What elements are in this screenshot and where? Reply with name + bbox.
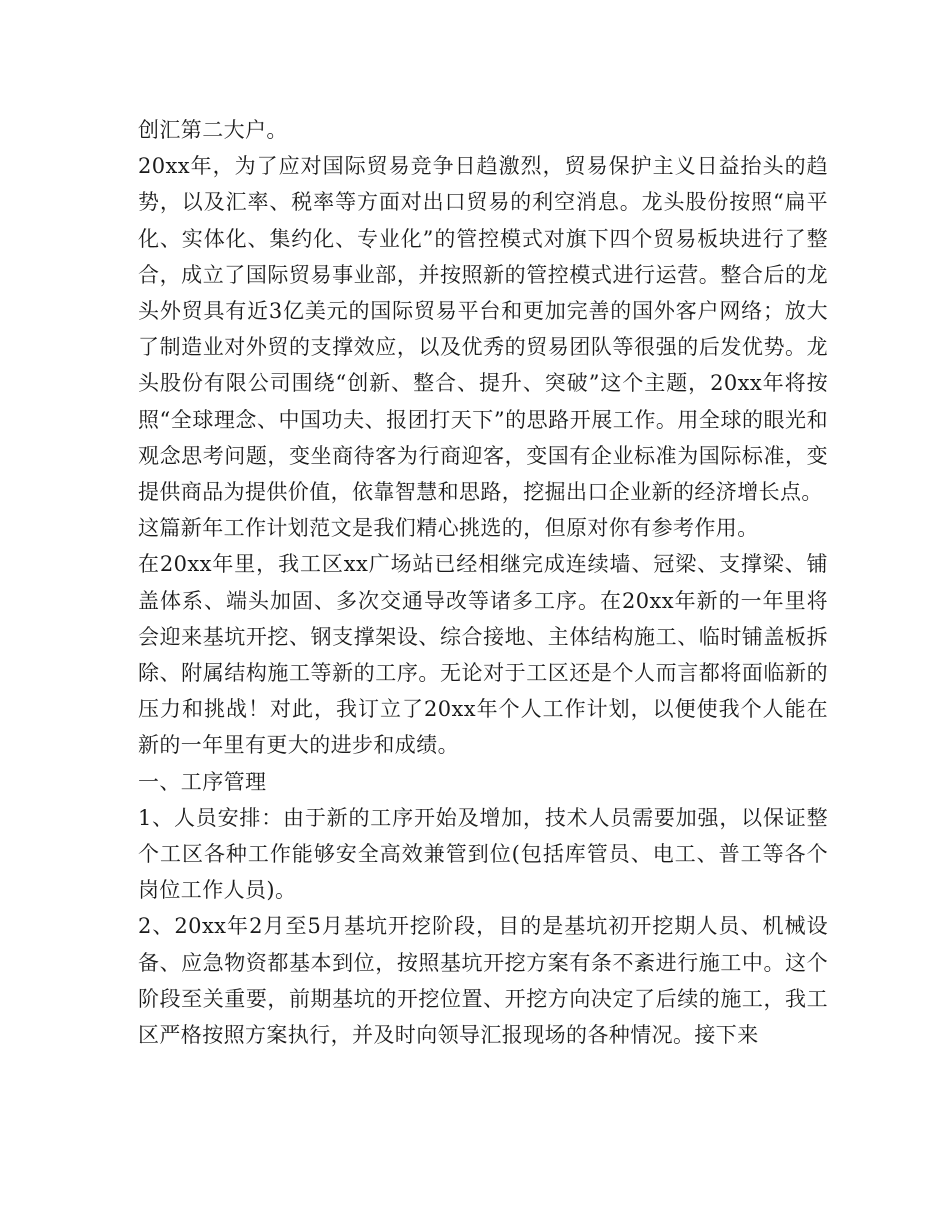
paragraph-trade-reorganization: 20xx年，为了应对国际贸易竞争日趋激烈，贸易保护主义日益抬头的趋势，以及汇率、税率等方面对出口贸易的利空消息。龙头股份按照“扁平化、实体化、集约化、专业化”的管控模式对旗下四个贸易板块进行了整合，成立了国际贸易事业部，并按照新的管控模式进行运营。整合后的龙头外贸具有近3亿美元的国际贸易平台和更加完善的国外客户网络；放大了制造业对外贸的支撑效应，以及优秀的贸易团队等很强的后发优势。龙头股份有限公司围绕“创新、整合、提升、突破”这个主题，20xx年将按照“全球理念、中国功夫、报团打天下”的思路开展工作。用全球的眼光和观念思考问题，变坐商待客为行商迎客，变国有企业标准为国际标准，变提供商品为提供价值，依靠智慧和思路，挖掘出口企业新的经济增长点。 bbox=[138, 154, 828, 505]
document-body bbox=[138, 112, 828, 1053]
paragraph-excavation-stage: 2、20xx年2月至5月基坑开挖阶段，目的是基坑初开挖期人员、机械设备、应急物资都基本到位，按照基坑开挖方案有条不紊进行施工中。这个阶段至关重要，前期基坑的开挖位置、开挖方向决定了后续的施工，我工区严格按照方案执行，并及时向领导汇报现场的各种情况。接下来 bbox=[138, 914, 828, 1048]
section-heading-process-management: 一、工序管理 bbox=[138, 769, 267, 794]
paragraph-intro-fragment: 创汇第二大户。 bbox=[138, 118, 288, 142]
paragraph-work-plan-intro: 在20xx年里，我工区xx广场站已经相继完成连续墙、冠梁、支撑梁、铺盖体系、端头加固、多次交通导改等诸多工序。在20xx年新的一年里将会迎来基坑开挖、钢支撑架设、综合接地、主体结构施工、临时铺盖板拆除、附属结构施工等新的工序。无论对于工区还是个人而言都将面临新的压力和挑战！对此，我订立了20xx年个人工作计划，以便使我个人能在新的一年里有更大的进步和成绩。 bbox=[138, 552, 828, 758]
paragraph-staffing: 1、人员安排：由于新的工序开始及增加，技术人员需要加强，以保证整个工区各种工作能够安全高效兼管到位(包括库管员、电工、普工等各个岗位工作人员)。 bbox=[138, 805, 828, 903]
paragraph-editor-note: 这篇新年工作计划范文是我们精心挑选的，但原对你有参考作用。 bbox=[138, 516, 759, 541]
